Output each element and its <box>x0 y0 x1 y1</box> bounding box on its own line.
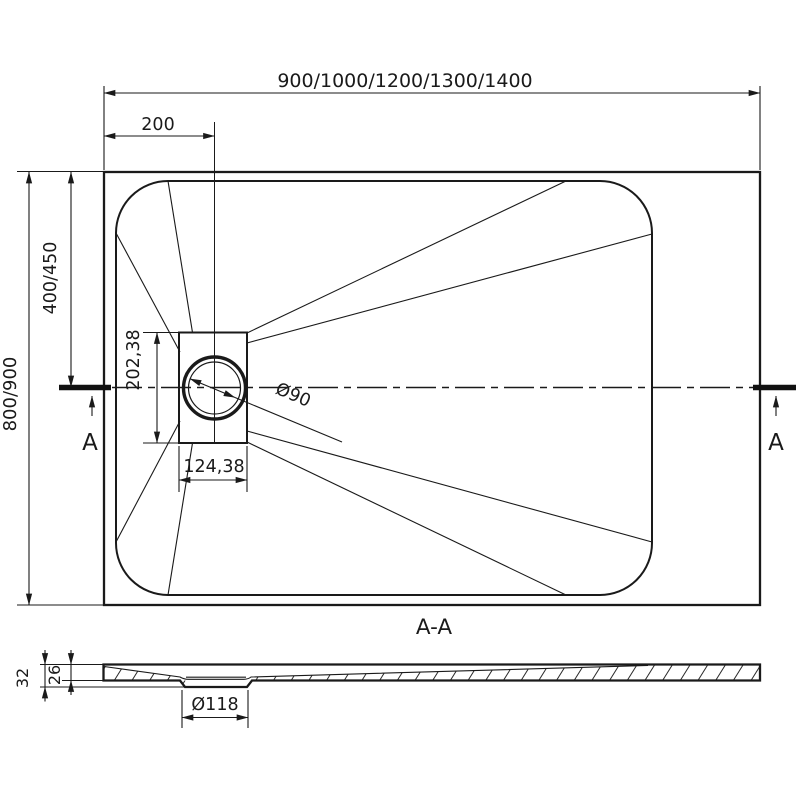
top-view <box>0 70 796 605</box>
dim-boss-diameter <box>182 690 248 728</box>
section-label-right: A <box>768 430 784 456</box>
drain-diameter-label: Ø90 <box>272 379 314 412</box>
dim-body-height <box>45 650 103 695</box>
dim-body-height-label: 26 <box>45 664 64 686</box>
dim-recess-width <box>179 446 247 492</box>
section-title: A-A <box>415 615 453 640</box>
dim-drain-offset-label: 200 <box>141 115 175 135</box>
section-view <box>13 615 765 728</box>
dim-length <box>104 70 760 170</box>
dim-drain-diameter <box>190 379 342 442</box>
tray-outer-outline <box>104 172 760 605</box>
dim-half-width-label: 400/450 <box>41 241 61 315</box>
dim-recess-height <box>124 329 178 443</box>
dim-total-height-label: 32 <box>13 667 32 689</box>
section-label-left: A <box>82 430 98 456</box>
dim-drain-offset <box>104 115 215 136</box>
dim-width-options-label: 800/900 <box>0 356 21 432</box>
dim-recess-width-label: 124,38 <box>183 457 245 477</box>
dim-recess-height-label: 202,38 <box>124 329 144 391</box>
dim-half-width <box>41 172 71 387</box>
dim-boss-diameter-label: Ø118 <box>191 695 239 715</box>
dim-length-options-label: 900/1000/1200/1300/1400 <box>277 70 533 92</box>
